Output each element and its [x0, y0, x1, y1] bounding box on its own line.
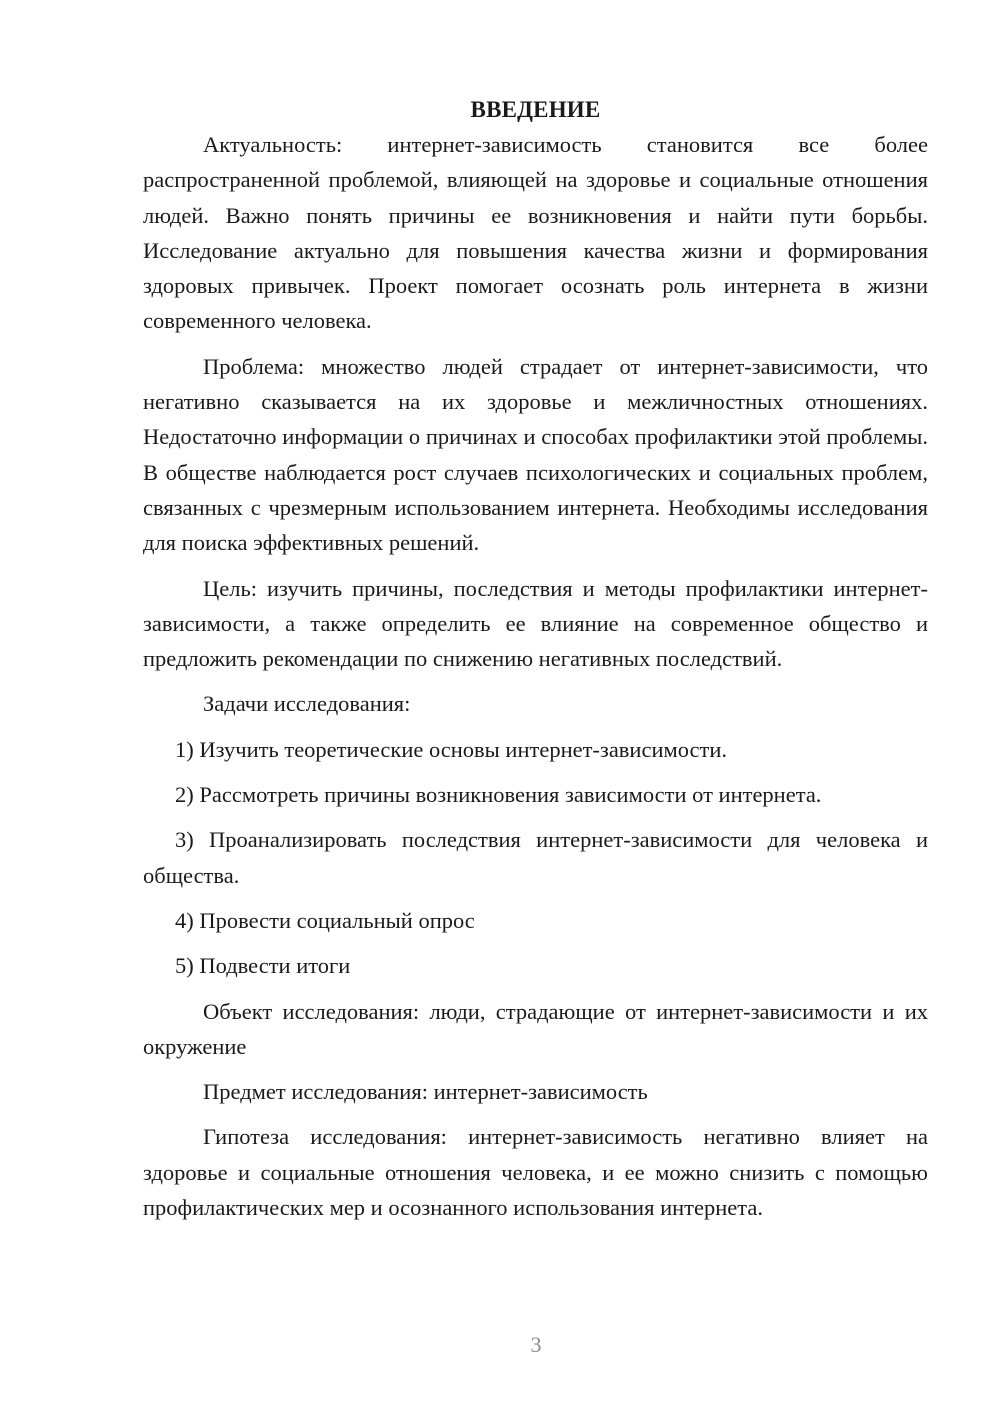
task-item-2: 2) Рассмотреть причины возникновения зависимости от интернета. — [175, 782, 822, 808]
task-item-1: 1) Изучить теоретические основы интернет-зависимости. — [175, 736, 728, 762]
page-number: 3 — [530, 1332, 542, 1357]
paragraph-problem: Проблема: множество людей страдает от интернет-зависимости, что негативно сказывается на их здоровье и межличностных отношениях. Недостаточно информации о причинах и способах профилактики этой проблемы. В обществе наблюдается рост случаев психологических и социальных проблем, связанных с чрезмерным использованием интернета. Необходимы исследования для поиска эффективных решений. — [143, 353, 928, 556]
paragraph-tasks-heading: Задачи исследования: — [203, 691, 411, 717]
paragraph-subject: Предмет исследования: интернет-зависимость — [203, 1079, 648, 1105]
task-item-3: 3) Проанализировать последствия интернет-зависимости для человека и общества. — [143, 827, 928, 888]
paragraph-hypothesis: Гипотеза исследования: интернет-зависимость негативно влияет на здоровье и социальные отношения человека, и ее можно снизить с помощью профилактических мер и осознанного использования интернета. — [143, 1124, 928, 1221]
paragraph-goal: Цель: изучить причины, последствия и методы профилактики интернет-зависимости, а также определить ее влияние на современное общество и предложить рекомендации по снижению негативных последствий. — [143, 575, 928, 672]
paragraph-relevance: Актуальность: интернет-зависимость становится все более распространенной проблемой, влияющей на здоровье и социальные отношения людей. Важно понять причины ее возникновения и найти пути борьбы. Исследование актуально для повышения качества жизни и формирования здоровых привычек. Проект помогает осознать роль интернета в жизни современного человека. — [143, 132, 928, 334]
task-item-5: 5) Подвести итоги — [175, 953, 351, 979]
paragraph-object: Объект исследования: люди, страдающие от интернет-зависимости и их окружение — [143, 998, 928, 1059]
task-item-4: 4) Провести социальный опрос — [175, 907, 475, 933]
document-page — [143, 92, 928, 1235]
section-title: ВВЕДЕНИЕ — [470, 97, 601, 122]
